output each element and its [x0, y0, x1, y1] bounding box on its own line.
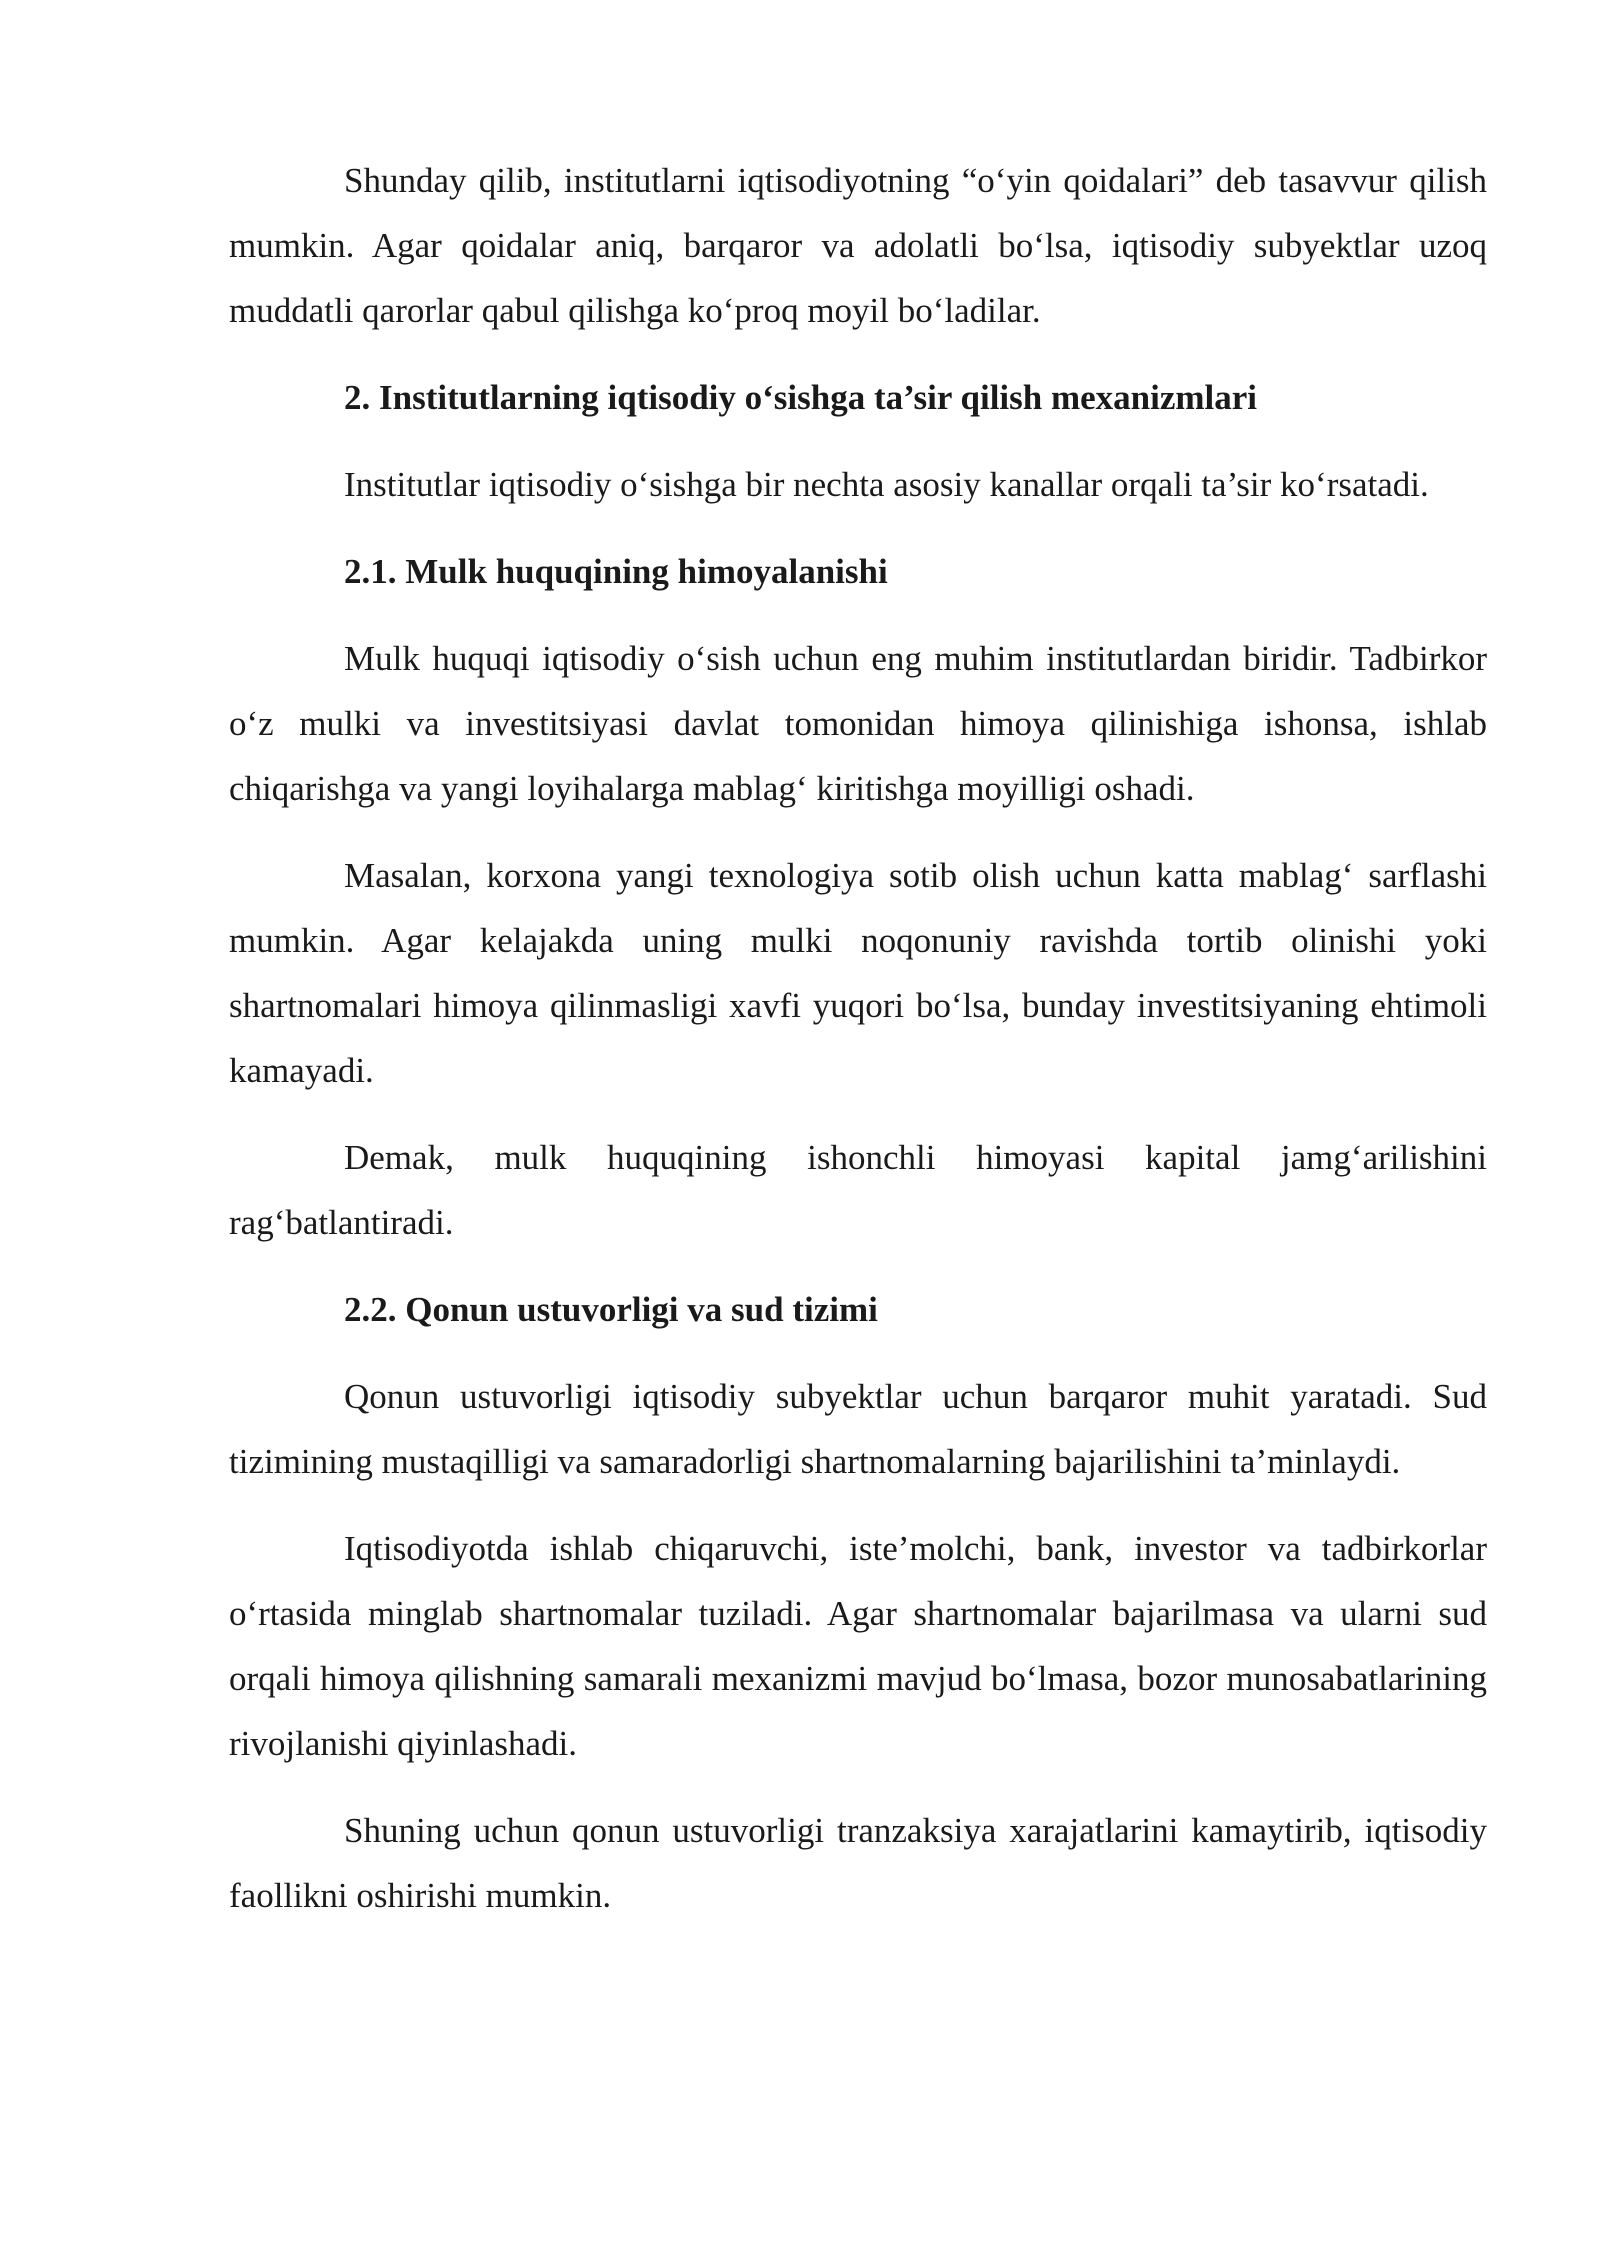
section-heading-2: 2. Institutlarning iqtisodiy o‘sishga ta’sir qilish mexanizmlari [344, 378, 1258, 417]
paragraph-rules-of-game: Shunday qilib, institutlarni iqtisodiyotning “o‘yin qoidalari” deb tasavvur qilish mumkin. Agar qoidalar aniq, barqaror va adolatli bo‘lsa, iqtisodiy subyektlar uzoq muddatli qarorlar qabul qilishga ko‘proq moyil bo‘ladilar. [229, 161, 1487, 330]
paragraph-property-rights: Mulk huquqi iqtisodiy o‘sish uchun eng muhim institutlardan biridir. Tadbirkor o‘z mulki va investitsiyasi davlat tomonidan himoya qilinishiga ishonsa, ishlab chiqarishga va yangi loyihalarga mablag‘ kiritishga moyilligi oshadi. [229, 639, 1487, 808]
paragraph-example-investment: Masalan, korxona yangi texnologiya sotib olish uchun katta mablag‘ sarflashi mumkin. Agar kelajakda uning mulki noqonuniy ravishda tortib olinishi yoki shartnomalari himoya qilinmasligi xavfi yuqori bo‘lsa, bunday investitsiyaning ehtimoli kamayadi. [229, 856, 1487, 1090]
document-body [229, 148, 1487, 1950]
paragraph-transaction-costs: Shuning uchun qonun ustuvorligi tranzaksiya xarajatlarini kamaytirib, iqtisodiy faollikni oshirishi mumkin. [229, 1811, 1487, 1915]
paragraph-rule-of-law: Qonun ustuvorligi iqtisodiy subyektlar uchun barqaror muhit yaratadi. Sud tizimining mustaqilligi va samaradorligi shartnomalarning bajarilishini ta’minlaydi. [229, 1377, 1487, 1481]
paragraph-capital-accumulation: Demak, mulk huquqining ishonchli himoyasi kapital jamg‘arilishini rag‘batlantiradi. [229, 1138, 1487, 1242]
subsection-heading-2-1: 2.1. Mulk huquqining himoyalanishi [344, 552, 888, 591]
subsection-heading-2-2: 2.2. Qonun ustuvorligi va sud tizimi [344, 1290, 878, 1329]
paragraph-contracts: Iqtisodiyotda ishlab chiqaruvchi, iste’molchi, bank, investor va tadbirkorlar o‘rtasida minglab shartnomalar tuziladi. Agar shartnomalar bajarilmasa va ularni sud orqali himoya qilishning samarali mexanizmi mavjud bo‘lmasa, bozor munosabatlarining rivojlanishi qiyinlashadi. [229, 1529, 1487, 1763]
paragraph-channels: Institutlar iqtisodiy o‘sishga bir nechta asosiy kanallar orqali ta’sir ko‘rsatadi. [344, 465, 1429, 504]
